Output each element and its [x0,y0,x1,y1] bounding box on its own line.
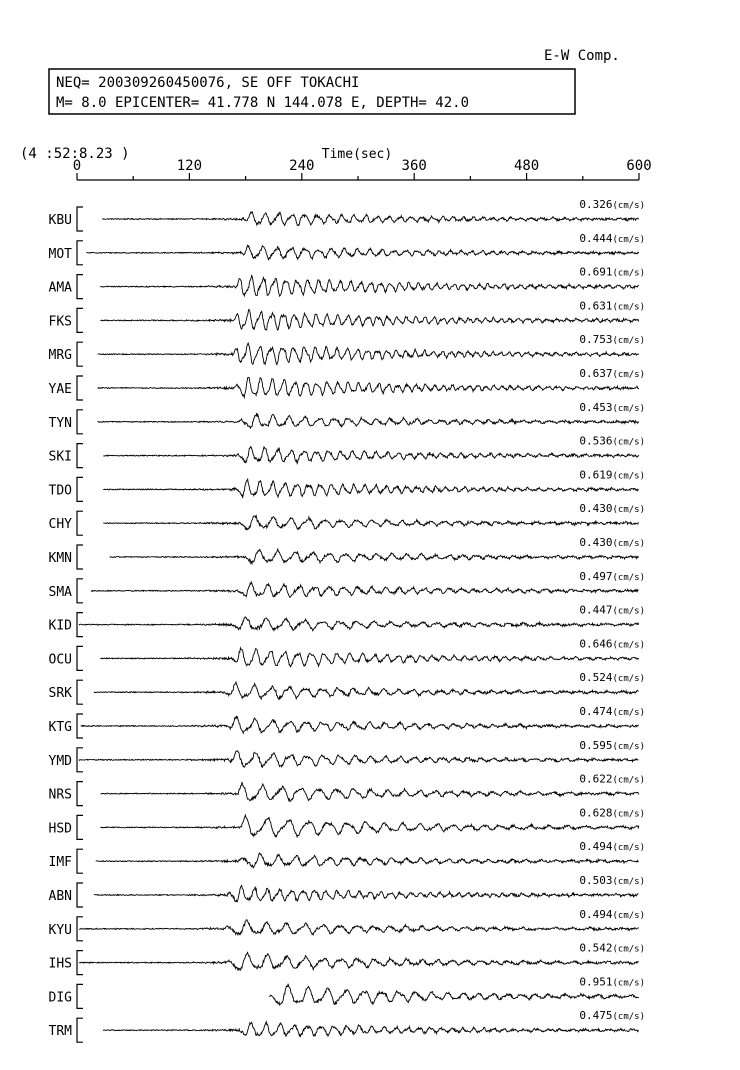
station-label: SMA [48,584,72,600]
station-label: ABN [48,889,72,904]
max-amplitude-value: 0.447 [579,603,613,617]
x-tick-label: 480 [513,158,540,174]
max-amplitude-value: 0.497 [579,569,613,583]
station-row-kyu [49,908,645,941]
max-amplitude-value: 0.542 [579,941,613,955]
event-info-line-2: M= 8.0 EPICENTER= 41.778 N 144.078 E, DEPTH= 42.0 [56,95,470,111]
max-amplitude-value: 0.494 [579,840,613,854]
amplitude-unit: (cm/s) [612,978,645,989]
max-amplitude-value: 0.326 [579,198,613,211]
max-amplitude-value: 0.503 [579,874,613,887]
waveform-trace [103,479,639,498]
station-row-imf [49,840,645,873]
station-label: KID [48,618,72,634]
x-tick-label: 600 [626,158,652,174]
station-label: SRK [48,686,72,702]
amplitude-bracket [77,275,83,299]
amplitude-unit: (cm/s) [612,606,645,617]
max-amplitude-label [579,806,645,819]
x-tick-label: 360 [401,158,427,174]
max-amplitude-value: 0.646 [579,637,613,651]
station-row-kbu [49,198,645,231]
amplitude-bracket [77,883,83,907]
station-label: HSD [48,821,72,837]
amplitude-unit: (cm/s) [612,268,645,279]
max-amplitude-value: 0.631 [579,299,613,313]
amplitude-bracket [77,477,83,501]
waveform-trace [102,212,638,226]
amplitude-bracket [77,1018,83,1042]
waveform-trace [86,245,638,260]
x-tick-label: 0 [72,158,82,174]
station-row-dig [49,975,645,1008]
max-amplitude-value: 0.951 [579,975,613,989]
amplitude-bracket [77,579,83,603]
amplitude-unit: (cm/s) [612,437,645,448]
station-row-mrg [49,333,645,366]
amplitude-bracket [77,646,83,670]
waveform-trace [98,377,639,397]
station-row-ymd [49,739,645,772]
amplitude-unit: (cm/s) [612,471,645,482]
max-amplitude-label [579,739,645,752]
station-label: KTG [48,720,72,735]
station-row-ski [49,435,645,468]
waveform-trace [103,1022,639,1037]
max-amplitude-label [579,266,645,279]
waveform-trace [81,716,639,733]
station-row-ihs [49,942,645,975]
amplitude-unit: (cm/s) [612,775,645,786]
max-amplitude-value: 0.475 [579,1009,613,1023]
max-amplitude-value: 0.595 [579,738,613,752]
station-label: TDO [48,483,72,499]
waveform-trace [98,343,639,365]
amplitude-bracket [77,241,83,265]
amplitude-bracket [77,984,83,1008]
x-tick-label: 240 [289,158,315,174]
max-amplitude-value: 0.637 [579,367,613,380]
max-amplitude-label [579,401,645,414]
max-amplitude-value: 0.430 [579,536,613,549]
start-time-label: (4 :52:8.23 ) [20,146,130,162]
waveform-trace [98,413,639,428]
waveform-trace [79,952,639,970]
max-amplitude-label [579,536,645,549]
station-label: OCU [48,652,72,668]
waveform-trace [100,815,638,837]
amplitude-bracket [77,815,83,839]
max-amplitude-label [579,435,645,448]
max-amplitude-label [579,637,645,650]
max-amplitude-label [579,773,645,786]
max-amplitude-label [579,299,645,312]
amplitude-bracket [77,410,83,434]
amplitude-bracket [77,545,83,569]
amplitude-unit: (cm/s) [612,843,645,854]
amplitude-unit: (cm/s) [612,674,645,685]
max-amplitude-label [579,874,645,887]
amplitude-unit: (cm/s) [612,370,645,380]
station-row-fks [49,299,645,332]
station-label: TYN [48,415,72,431]
station-label: KMN [48,551,72,566]
waveform-trace [100,275,638,296]
station-label: FKS [48,314,72,330]
max-amplitude-value: 0.453 [579,400,613,414]
amplitude-unit: (cm/s) [612,944,645,955]
max-amplitude-label [579,975,645,988]
x-axis-title: Time(sec) [321,147,393,162]
amplitude-unit: (cm/s) [612,1012,645,1023]
amplitude-unit: (cm/s) [612,302,645,313]
waveform-trace [103,447,639,464]
waveform-trace [79,751,639,768]
amplitude-bracket [77,342,83,366]
event-info-line-1: NEQ= 200309260450076, SE OFF TOKACHI [56,75,360,91]
max-amplitude-label [579,367,645,380]
max-amplitude-label [579,570,645,583]
max-amplitude-value: 0.619 [579,468,613,482]
station-row-ama [49,266,645,299]
amplitude-bracket [77,782,83,806]
amplitude-unit: (cm/s) [612,877,645,887]
amplitude-unit: (cm/s) [612,403,645,414]
max-amplitude-value: 0.474 [579,705,613,718]
amplitude-unit: (cm/s) [612,640,645,651]
amplitude-bracket [77,207,83,231]
station-label: KYU [48,922,72,938]
max-amplitude-label [579,198,645,211]
station-label: AMA [48,280,72,296]
station-label: KBU [48,213,72,228]
waveform-trace [100,782,638,802]
max-amplitude-value: 0.753 [579,333,613,347]
station-label: SKI [48,449,72,465]
waveform-trace [91,582,638,597]
waveform-trace [100,310,638,331]
max-amplitude-label [579,1009,645,1022]
amplitude-bracket [77,511,83,535]
station-label: YMD [48,753,72,769]
max-amplitude-value: 0.536 [579,434,613,448]
max-amplitude-value: 0.622 [579,772,613,786]
max-amplitude-label [579,705,645,718]
waveform-trace [79,920,639,935]
station-row-chy [49,502,645,535]
amplitude-unit: (cm/s) [612,539,645,549]
station-row-kid [49,604,645,637]
max-amplitude-label [579,333,645,346]
max-amplitude-label [579,908,645,921]
amplitude-unit: (cm/s) [612,234,645,245]
amplitude-unit: (cm/s) [612,572,645,583]
max-amplitude-label [579,502,645,515]
station-traces [49,198,645,1042]
max-amplitude-value: 0.430 [579,502,613,516]
station-label: DIG [48,990,72,1006]
max-amplitude-label [579,232,645,245]
amplitude-unit: (cm/s) [612,336,645,347]
amplitude-bracket [77,444,83,468]
station-label: NRS [48,787,72,803]
station-row-ocu [49,637,645,670]
waveform-trace [94,682,639,699]
station-row-mot [49,232,645,265]
station-row-tyn [49,401,645,434]
station-label: YAE [48,382,72,397]
station-row-kmn [49,536,645,569]
waveform-trace [103,516,639,530]
waveform-trace [96,853,639,868]
amplitude-unit: (cm/s) [612,708,645,718]
station-label: MRG [48,348,72,364]
station-row-srk [49,671,645,704]
component-label: E-W Comp. [544,48,620,64]
station-row-sma [49,570,645,603]
amplitude-bracket [77,680,83,704]
max-amplitude-label [579,468,645,481]
station-row-trm [49,1009,645,1042]
max-amplitude-value: 0.524 [579,671,613,685]
station-label: CHY [48,517,72,533]
station-label: IHS [48,956,72,972]
amplitude-unit: (cm/s) [612,741,645,752]
amplitude-unit: (cm/s) [612,505,645,516]
station-row-nrs [49,773,645,806]
max-amplitude-label [579,604,645,617]
amplitude-bracket [77,849,83,873]
amplitude-unit: (cm/s) [612,809,645,820]
amplitude-bracket [77,308,83,332]
waveform-trace [110,549,639,564]
max-amplitude-value: 0.494 [579,907,613,921]
station-row-abn [49,874,645,907]
max-amplitude-value: 0.444 [579,231,613,245]
station-row-hsd [49,806,645,839]
amplitude-unit: (cm/s) [612,201,645,211]
max-amplitude-value: 0.691 [579,265,613,279]
station-row-ktg [49,705,645,738]
max-amplitude-label [579,840,645,853]
max-amplitude-label [579,942,645,955]
station-row-tdo [49,468,645,501]
waveform-trace [100,648,638,667]
station-label: MOT [48,246,72,262]
x-tick-label: 120 [176,158,203,174]
amplitude-bracket [77,376,83,400]
station-row-yae [49,367,645,400]
waveform-trace [94,886,639,902]
max-amplitude-value: 0.628 [579,806,613,820]
station-label: IMF [48,855,72,871]
station-label: TRM [48,1024,72,1040]
amplitude-unit: (cm/s) [612,910,645,921]
max-amplitude-label [579,671,645,684]
waveform-trace [79,617,639,631]
